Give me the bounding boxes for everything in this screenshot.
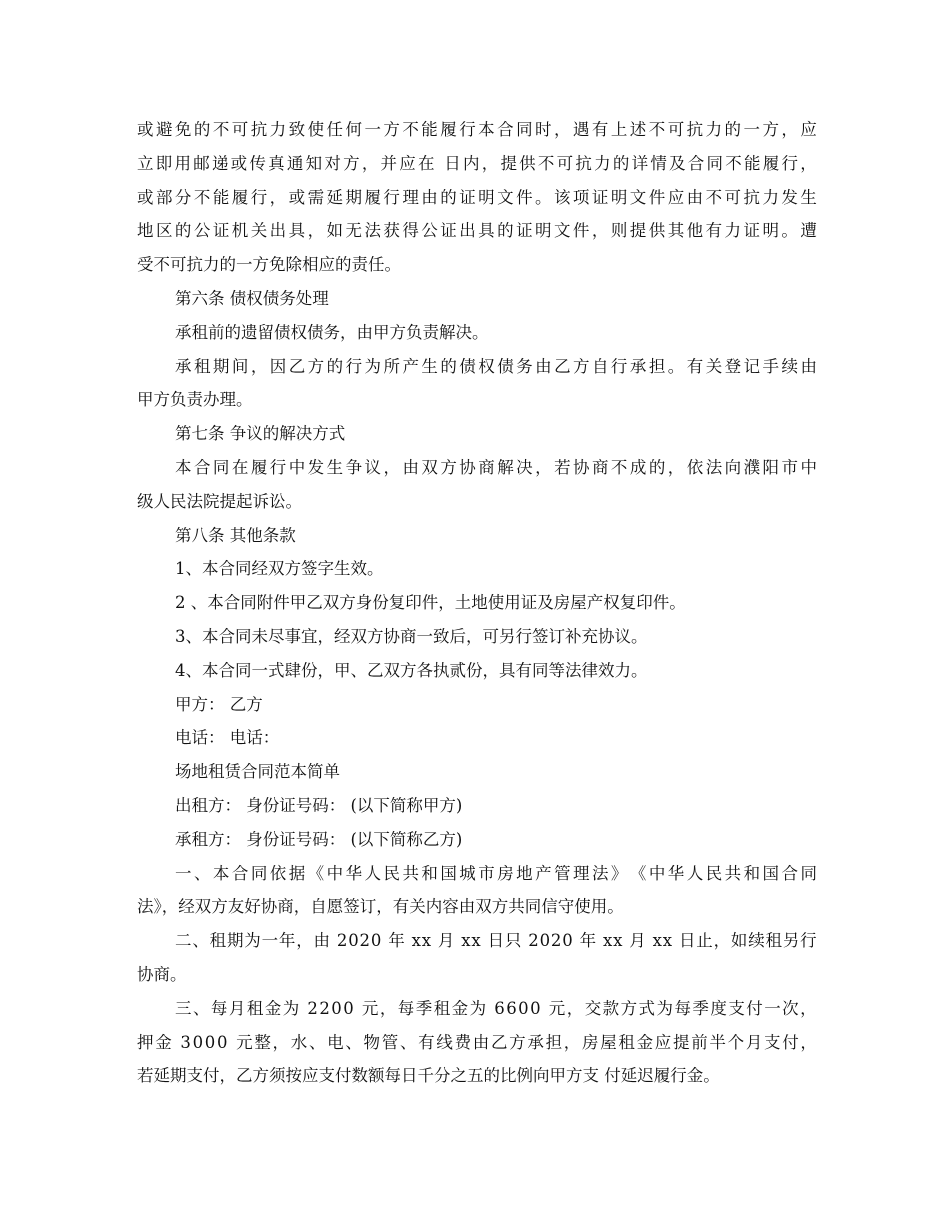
text-line-content: 立 即 用 邮 递 或 传 真 通 知 对 方 ， 并 应 在 日 内 ， 提 供 不 可 抗 力 的 详 情 及 合 同 不 能 履 行 ， bbox=[137, 153, 817, 173]
text-line bbox=[137, 688, 817, 722]
text-line-content: 甲方负责办理。 bbox=[137, 390, 253, 410]
text-line-content: 场地租赁合同范本简单 bbox=[175, 762, 340, 782]
text-line-content: 或 部 分 不 能 履 行 ， 或 需 延 期 履 行 理 由 的 证 明 文 件 。 该 项 证 明 文 件 应 由 不 可 抗 力 发 生 bbox=[137, 187, 817, 207]
text-line bbox=[137, 248, 817, 282]
text-line-content: 承 租 期 间 ， 因 乙 方 的 行 为 所 产 生 的 债 权 债 务 由 乙 方 自 行 承 担 。 有 关 登 记 手 续 由 bbox=[175, 356, 817, 376]
text-line bbox=[137, 1059, 817, 1093]
text-line-content: 若延期支付，乙方须按应支付数额每日千分之五的比例向甲方支 付延迟履行金。 bbox=[137, 1066, 720, 1086]
text-line-content: 承租方： 身份证号码： (以下简称乙方) bbox=[175, 829, 463, 849]
text-line bbox=[137, 350, 817, 384]
text-line bbox=[137, 586, 817, 620]
text-line bbox=[137, 1026, 817, 1060]
text-line bbox=[137, 519, 817, 553]
text-line-content: 出租方： 身份证号码： (以下简称甲方) bbox=[175, 795, 463, 815]
text-line-content: 电话： 电话： bbox=[175, 728, 280, 748]
text-line bbox=[137, 721, 817, 755]
text-line-content: 地 区 的 公 证 机 关 出 具 ， 如 无 法 获 得 公 证 出 具 的 证 明 文 件 ， 则 提 供 其 他 有 力 证 明 。 遭 bbox=[137, 221, 817, 241]
text-line bbox=[137, 857, 817, 891]
text-line-content: 1、本合同经双方签字生效。 bbox=[175, 559, 384, 579]
text-line bbox=[137, 485, 817, 519]
text-line-content: 级人民法院提起诉讼。 bbox=[137, 491, 302, 511]
text-line bbox=[137, 823, 817, 857]
text-line-content: 3、本合同未尽事宜，经双方协商一致后，可另行签订补充协议。 bbox=[175, 626, 648, 646]
text-line bbox=[137, 755, 817, 789]
text-line-content: 二 、 租 期 为 一 年 ， 由 2 0 2 0 年 x x 月 x x 日 只 2 0 2 0 年 x x 月 x x 日 止 ， 如 续 租 另 行 bbox=[175, 931, 817, 951]
text-line-content: 2 、本合同附件甲乙双方身份复印件，土地使用证及房屋产权复印件。 bbox=[175, 593, 686, 613]
text-line bbox=[137, 620, 817, 654]
document-body bbox=[137, 113, 817, 1093]
text-line bbox=[137, 417, 817, 451]
text-line-content: 三 、 每 月 租 金 为 2 2 0 0 元 ， 每 季 租 金 为 6 6 0 0 元 ， 交 款 方 式 为 每 季 度 支 付 一 次 ， bbox=[175, 998, 817, 1018]
text-line bbox=[137, 383, 817, 417]
text-line bbox=[137, 924, 817, 958]
text-line bbox=[137, 992, 817, 1026]
text-line-content: 甲方： 乙方 bbox=[175, 694, 263, 714]
text-line-content: 一 、 本 合 同 依 据 《 中 华 人 民 共 和 国 城 市 房 地 产 管 理 法 》 《 中 华 人 民 共 和 国 合 同 bbox=[175, 863, 817, 883]
text-line bbox=[137, 181, 817, 215]
text-line bbox=[137, 282, 817, 316]
text-line-content: 第七条 争议的解决方式 bbox=[175, 424, 346, 444]
text-line-content: 或 避 免 的 不 可 抗 力 致 使 任 何 一 方 不 能 履 行 本 合 同 时 ， 遇 有 上 述 不 可 抗 力 的 一 方 ， 应 bbox=[137, 120, 817, 139]
text-line bbox=[137, 890, 817, 924]
text-line bbox=[137, 552, 817, 586]
text-line bbox=[137, 113, 817, 147]
text-line bbox=[137, 958, 817, 992]
text-line bbox=[137, 654, 817, 688]
text-line bbox=[137, 214, 817, 248]
text-line-content: 第八条 其他条款 bbox=[175, 525, 296, 545]
text-line-content: 受不可抗力的一方免除相应的责任。 bbox=[137, 255, 401, 275]
text-line-content: 本 合 同 在 履 行 中 发 生 争 议 ， 由 双 方 协 商 解 决 ， 若 协 商 不 成 的 ， 依 法 向 濮 阳 市 中 bbox=[175, 457, 817, 477]
text-line-content: 法》，经双方友好协商，自愿签订，有关内容由双方共同信守使用。 bbox=[137, 897, 624, 917]
text-line-content: 押 金 3 0 0 0 元 整 ， 水 、 电 、 物 管 、 有 线 费 由 乙 方 承 担 ， 房 屋 租 金 应 提 前 半 个 月 支 付 ， bbox=[137, 1032, 817, 1052]
text-line bbox=[137, 789, 817, 823]
text-line bbox=[137, 451, 817, 485]
text-line-content: 第六条 债权债务处理 bbox=[175, 288, 329, 308]
text-line bbox=[137, 147, 817, 181]
text-line-content: 4、本合同一式肆份，甲、乙双方各执贰份，具有同等法律效力。 bbox=[175, 660, 648, 680]
text-line-content: 承租前的遗留债权债务，由甲方负责解决。 bbox=[175, 322, 489, 342]
text-line bbox=[137, 316, 817, 350]
text-line-content: 协商。 bbox=[137, 964, 187, 984]
